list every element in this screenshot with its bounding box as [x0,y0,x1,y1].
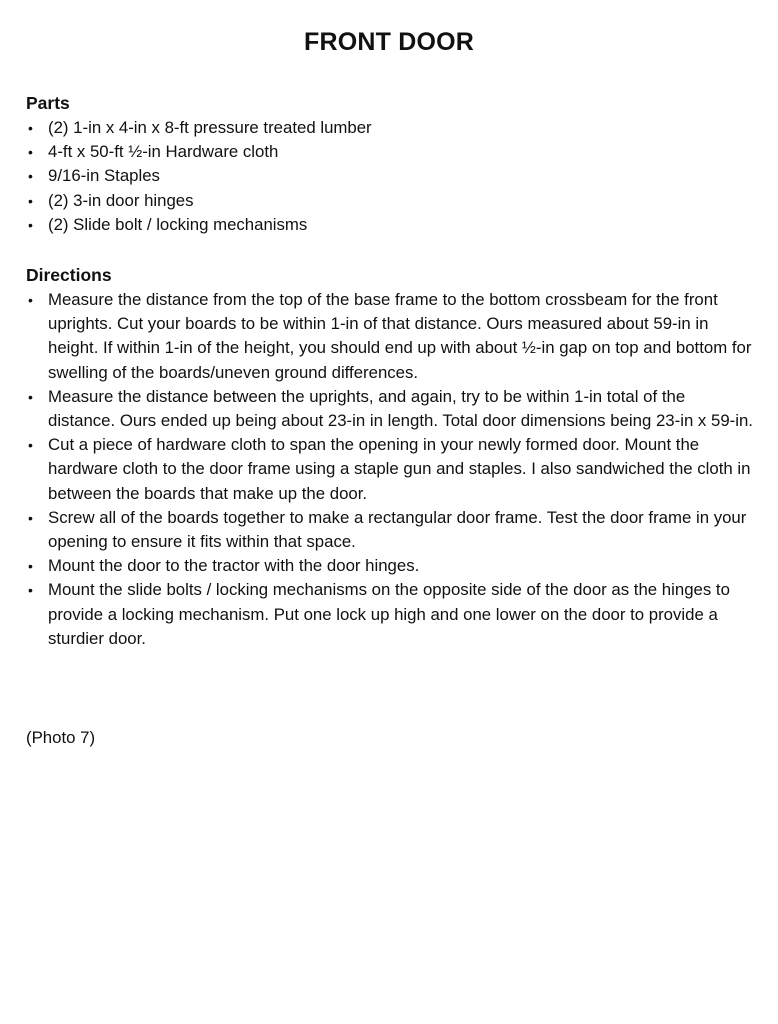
bullet-icon: • [28,509,33,526]
directions-list-item [26,506,756,554]
parts-item-text: (2) Slide bolt / locking mechanisms [48,214,308,234]
parts-section [26,92,756,237]
parts-item-text: 9/16-in Staples [48,166,160,186]
directions-item-text: Cut a piece of hardware cloth to span the opening in your newly formed door. Mount the hardware cloth to the door frame using a staple gun and staples. I also sandwiched the cloth in between the boards that make up the door. [48,435,751,503]
directions-item-text: Measure the distance from the top of the base frame to the bottom crossbeam for the front uprights. Cut your boards to be within 1-in of that distance. Ours measured about 59-in in height. If within 1-in of the height, you should end up with about ½-in gap on top and bottom for swelling of the boards/uneven ground differences. [48,290,752,382]
photo-reference: (Photo 7) [26,728,96,747]
bullet-icon: • [28,437,33,454]
bullet-icon: • [28,168,33,185]
parts-item-text: (2) 3-in door hinges [48,190,194,210]
directions-item-text: Mount the door to the tractor with the door hinges. [48,556,420,576]
bullet-icon: • [28,120,33,136]
directions-item-text: Screw all of the boards together to make a rectangular door frame. Test the door frame in your opening to ensure it fits within that space. [48,507,747,552]
parts-list-item [26,213,756,237]
parts-list-item [26,189,756,213]
parts-list-item [26,140,756,164]
bullet-icon: • [28,192,33,209]
parts-list [26,116,756,237]
parts-item-text: 4-ft x 50-ft ½-in Hardware cloth [48,142,279,162]
directions-list-item [26,554,756,578]
bullet-icon: • [28,558,33,575]
directions-item-text: Measure the distance between the uprights, and again, try to be within 1-in total of the distance. Ours ended up being about 23-in in length. Total door dimensions being 23-in x 59-in. [48,386,753,431]
directions-list-item [26,578,756,651]
directions-list-item [26,385,756,433]
bullet-icon: • [28,144,33,161]
bullet-icon: • [28,582,33,599]
bullet-icon: • [28,216,33,233]
page-title: FRONT DOOR [303,28,475,56]
directions-heading: Directions [26,265,112,285]
directions-section [26,264,756,651]
directions-list-item [26,433,756,506]
directions-item-text: Mount the slide bolts / locking mechanisms on the opposite side of the door as the hinges to provide a locking mechanism. Put one lock up high and one lower on the door to provide a sturdier door. [48,580,730,648]
parts-list-item [26,116,756,140]
directions-list [26,288,756,651]
directions-list-item [26,288,756,385]
bullet-icon: • [28,292,33,308]
bullet-icon: • [28,388,33,405]
parts-heading: Parts [26,93,70,113]
parts-item-text: (2) 1-in x 4-in x 8-ft pressure treated lumber [48,118,372,137]
parts-list-item [26,164,756,188]
